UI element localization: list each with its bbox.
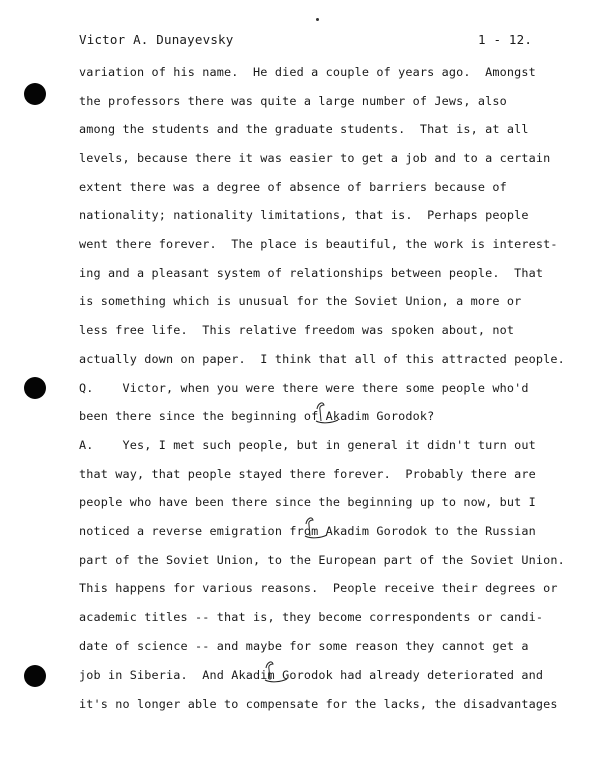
handwritten-accent-mark [303,514,317,534]
text-line-1: variation of his name. He died a couple of years ago. Amongst [79,65,536,79]
text-line-23: it's no longer able to compensate for the lacks, the disadvantages [79,697,558,711]
text-line-12: Q. Victor, when you were there were there some people who'd [79,381,529,395]
text-line-16: people who have been there since the beginning up to now, but I [79,495,536,509]
text-line-3: among the students and the graduate students. That is, at all [79,122,529,136]
text-line-14: A. Yes, I met such people, but in general it didn't turn out [79,438,536,452]
handwritten-accent-mark [314,399,328,419]
header-page-number: 1 - 12. [478,32,533,47]
text-line-7: went there forever. The place is beautiful, the work is interest- [79,237,558,251]
text-line-20: academic titles -- that is, they become correspondents or candi- [79,610,544,624]
text-line-10: less free life. This relative freedom was spoken about, not [79,323,515,337]
text-line-4: levels, because there it was easier to get a job and to a certain [79,151,551,165]
header-author-name: Victor A. Dunayevsky [79,32,234,47]
paper-speck [316,18,319,21]
text-line-5: extent there was a degree of absence of barriers because of [79,180,507,194]
text-line-9: is something which is unusual for the Soviet Union, a more or [79,294,522,308]
text-line-6: nationality; nationality limitations, that is. Perhaps people [79,208,529,222]
text-line-8: ing and a pleasant system of relationships between people. That [79,266,544,280]
text-line-21: date of science -- and maybe for some reason they cannot get a [79,639,529,653]
punch-hole-top [24,83,46,105]
handwritten-accent-mark [263,658,277,678]
text-line-11: actually down on paper. I think that all of this attracted people. [79,352,565,366]
text-line-17: noticed a reverse emigration from Akadim Gorodok to the Russian [79,524,536,538]
text-line-18: part of the Soviet Union, to the European part of the Soviet Union. [79,553,565,567]
text-line-19: This happens for various reasons. People receive their degrees or [79,581,558,595]
text-line-15: that way, that people stayed there forever. Probably there are [79,467,536,481]
punch-hole-bottom [24,665,46,687]
text-line-13: been there since the beginning of Akadim Gorodok? [79,409,435,423]
text-line-22: job in Siberia. And Akadim Gorodok had already deteriorated and [79,668,544,682]
text-line-2: the professors there was quite a large number of Jews, also [79,94,507,108]
punch-hole-middle [24,377,46,399]
